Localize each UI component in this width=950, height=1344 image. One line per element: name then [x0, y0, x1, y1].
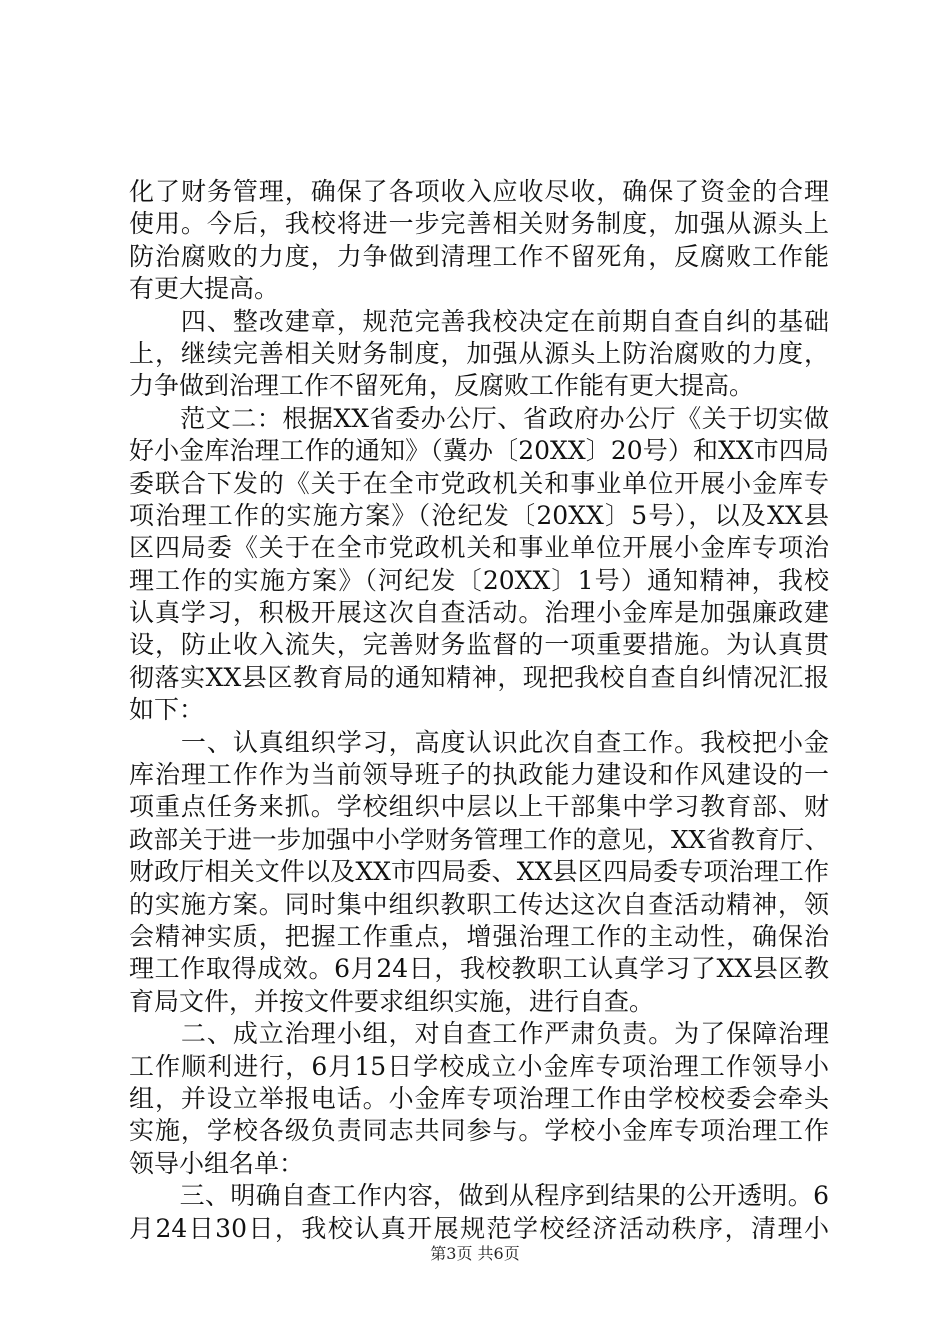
text-line: 实施，学校各级负责同志共同参与。学校小金库专项治理工作 — [129, 1116, 829, 1146]
document-body — [129, 176, 829, 1245]
text-line: 好小金库治理工作的通知》（冀办〔20XX〕20号）和XX市四局 — [129, 436, 829, 466]
text-line: 防治腐败的力度，力争做到清理工作不留死角，反腐败工作能 — [129, 241, 829, 271]
text-line: 一、认真组织学习，高度认识此次自查工作。我校把小金 — [129, 727, 829, 757]
text-line: 项重点任务来抓。学校组织中层以上干部集中学习教育部、财 — [129, 792, 829, 822]
text-line: 化了财务管理，确保了各项收入应收尽收，确保了资金的合理 — [129, 177, 829, 206]
text-line: 三、明确自查工作内容，做到从程序到结果的公开透明。6 — [129, 1181, 829, 1211]
text-line: 委联合下发的《关于在全市党政机关和事业单位开展小金库专 — [129, 468, 829, 498]
text-line: 库治理工作作为当前领导班子的执政能力建设和作风建设的一 — [129, 760, 829, 790]
text-line: 育局文件，并按文件要求组织实施，进行自查。 — [129, 986, 655, 1016]
text-line: 力争做到治理工作不留死角，反腐败工作能有更大提高。 — [129, 371, 755, 401]
text-line: 月24日30日，我校认真开展规范学校经济活动秩序，清理小 — [129, 1213, 829, 1243]
text-line: 四、整改建章，规范完善我校决定在前期自查自纠的基础 — [129, 306, 829, 336]
text-line: 有更大提高。 — [129, 274, 280, 304]
text-line: 领导小组名单： — [129, 1148, 305, 1178]
text-line: 财政厅相关文件以及XX市四局委、XX县区四局委专项治理工作 — [129, 857, 829, 887]
text-line: 设，防止收入流失，完善财务监督的一项重要措施。为认真贯 — [129, 630, 829, 660]
text-line: 彻落实XX县区教育局的通知精神，现把我校自查自纠情况汇报 — [129, 662, 829, 692]
text-line: 上，继续完善相关财务制度，加强从源头上防治腐败的力度， — [129, 338, 829, 368]
text-line: 如下： — [129, 695, 205, 725]
text-line: 使用。今后，我校将进一步完善相关财务制度，加强从源头上 — [129, 209, 829, 239]
text-line: 工作顺利进行，6月15日学校成立小金库专项治理工作领导小 — [129, 1051, 829, 1081]
text-line: 理工作取得成效。6月24日，我校教职工认真学习了XX县区教 — [129, 954, 829, 984]
text-line: 的实施方案。同时集中组织教职工传达这次自查活动精神，领 — [129, 889, 829, 919]
text-line: 会精神实质，把握工作重点，增强治理工作的主动性，确保治 — [129, 921, 829, 951]
text-line: 二、成立治理小组，对自查工作严肃负责。为了保障治理 — [129, 1019, 829, 1049]
text-line: 范文二：根据XX省委办公厅、省政府办公厅《关于切实做 — [129, 403, 829, 433]
text-line: 理工作的实施方案》（河纪发〔20XX〕1号）通知精神，我校 — [129, 565, 829, 595]
text-line: 组，并设立举报电话。小金库专项治理工作由学校校委会牵头 — [129, 1083, 829, 1113]
text-line: 项治理工作的实施方案》（沧纪发〔20XX〕5号），以及XX县 — [129, 500, 829, 530]
text-line: 区四局委《关于在全市党政机关和事业单位开展小金库专项治 — [129, 533, 829, 563]
text-line: 认真学习，积极开展这次自查活动。治理小金库是加强廉政建 — [129, 598, 829, 628]
text-line: 政部关于进一步加强中小学财务管理工作的意见，XX省教育厅、 — [129, 824, 829, 854]
page-footer: 第3页 共6页 — [430, 1244, 520, 1263]
